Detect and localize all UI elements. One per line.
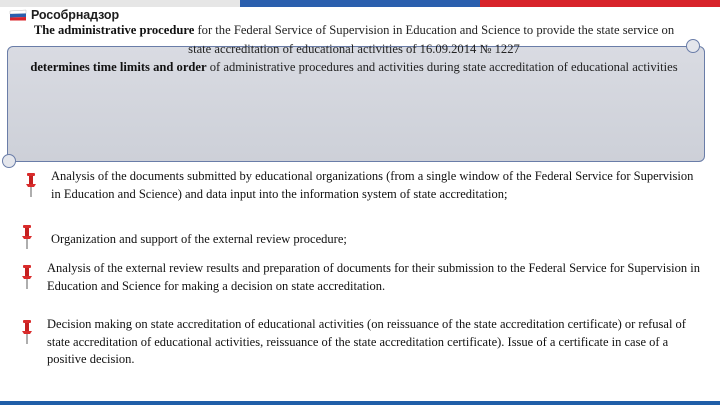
push-pin-icon (20, 224, 34, 250)
list-item: Analysis of the external review results and preparation of documents for their submission to the Federal Service for Supervision in Education and Science for making a decision on state accreditation. (47, 261, 700, 293)
brand-name: Рособрнадзор (31, 8, 120, 22)
brand-logo (9, 8, 119, 22)
list-item: Organization and support of the external review procedure; (51, 232, 347, 246)
intro-bold-1: The administrative procedure (33, 23, 195, 37)
push-pin-icon (20, 264, 34, 290)
push-pin-icon (24, 172, 38, 198)
list-item: Decision making on state accreditation of educational activities (on reissuance of the state accreditation certificate) or refusal of state accreditation of educational activities, reissuance of the state accreditation certificate). Issue of a certificate in case of a positive decision. (47, 317, 686, 366)
push-pin-icon (20, 319, 34, 345)
intro-bold-2: determines time limits and order (30, 60, 207, 74)
russian-flag-emblem-icon (9, 9, 27, 21)
intro-text-2: of administrative procedures and activities during state accreditation of educational activities (206, 60, 678, 74)
scroll-curl-decoration (2, 154, 16, 168)
top-color-bar (0, 0, 720, 7)
list-item: Analysis of the documents submitted by educational organizations (from a single window of the Federal Service for Supervision in Education and Science) and data input into the information system of state accreditation; (51, 169, 694, 201)
intro-text-1: for the Federal Service of Supervision in Education and Science to provide the state service on state accreditation of educational activities of 16.09.2014 № 1227 (188, 23, 675, 56)
scroll-curl-decoration (686, 39, 700, 53)
intro-text (24, 21, 684, 77)
bottom-accent-bar (0, 401, 720, 405)
